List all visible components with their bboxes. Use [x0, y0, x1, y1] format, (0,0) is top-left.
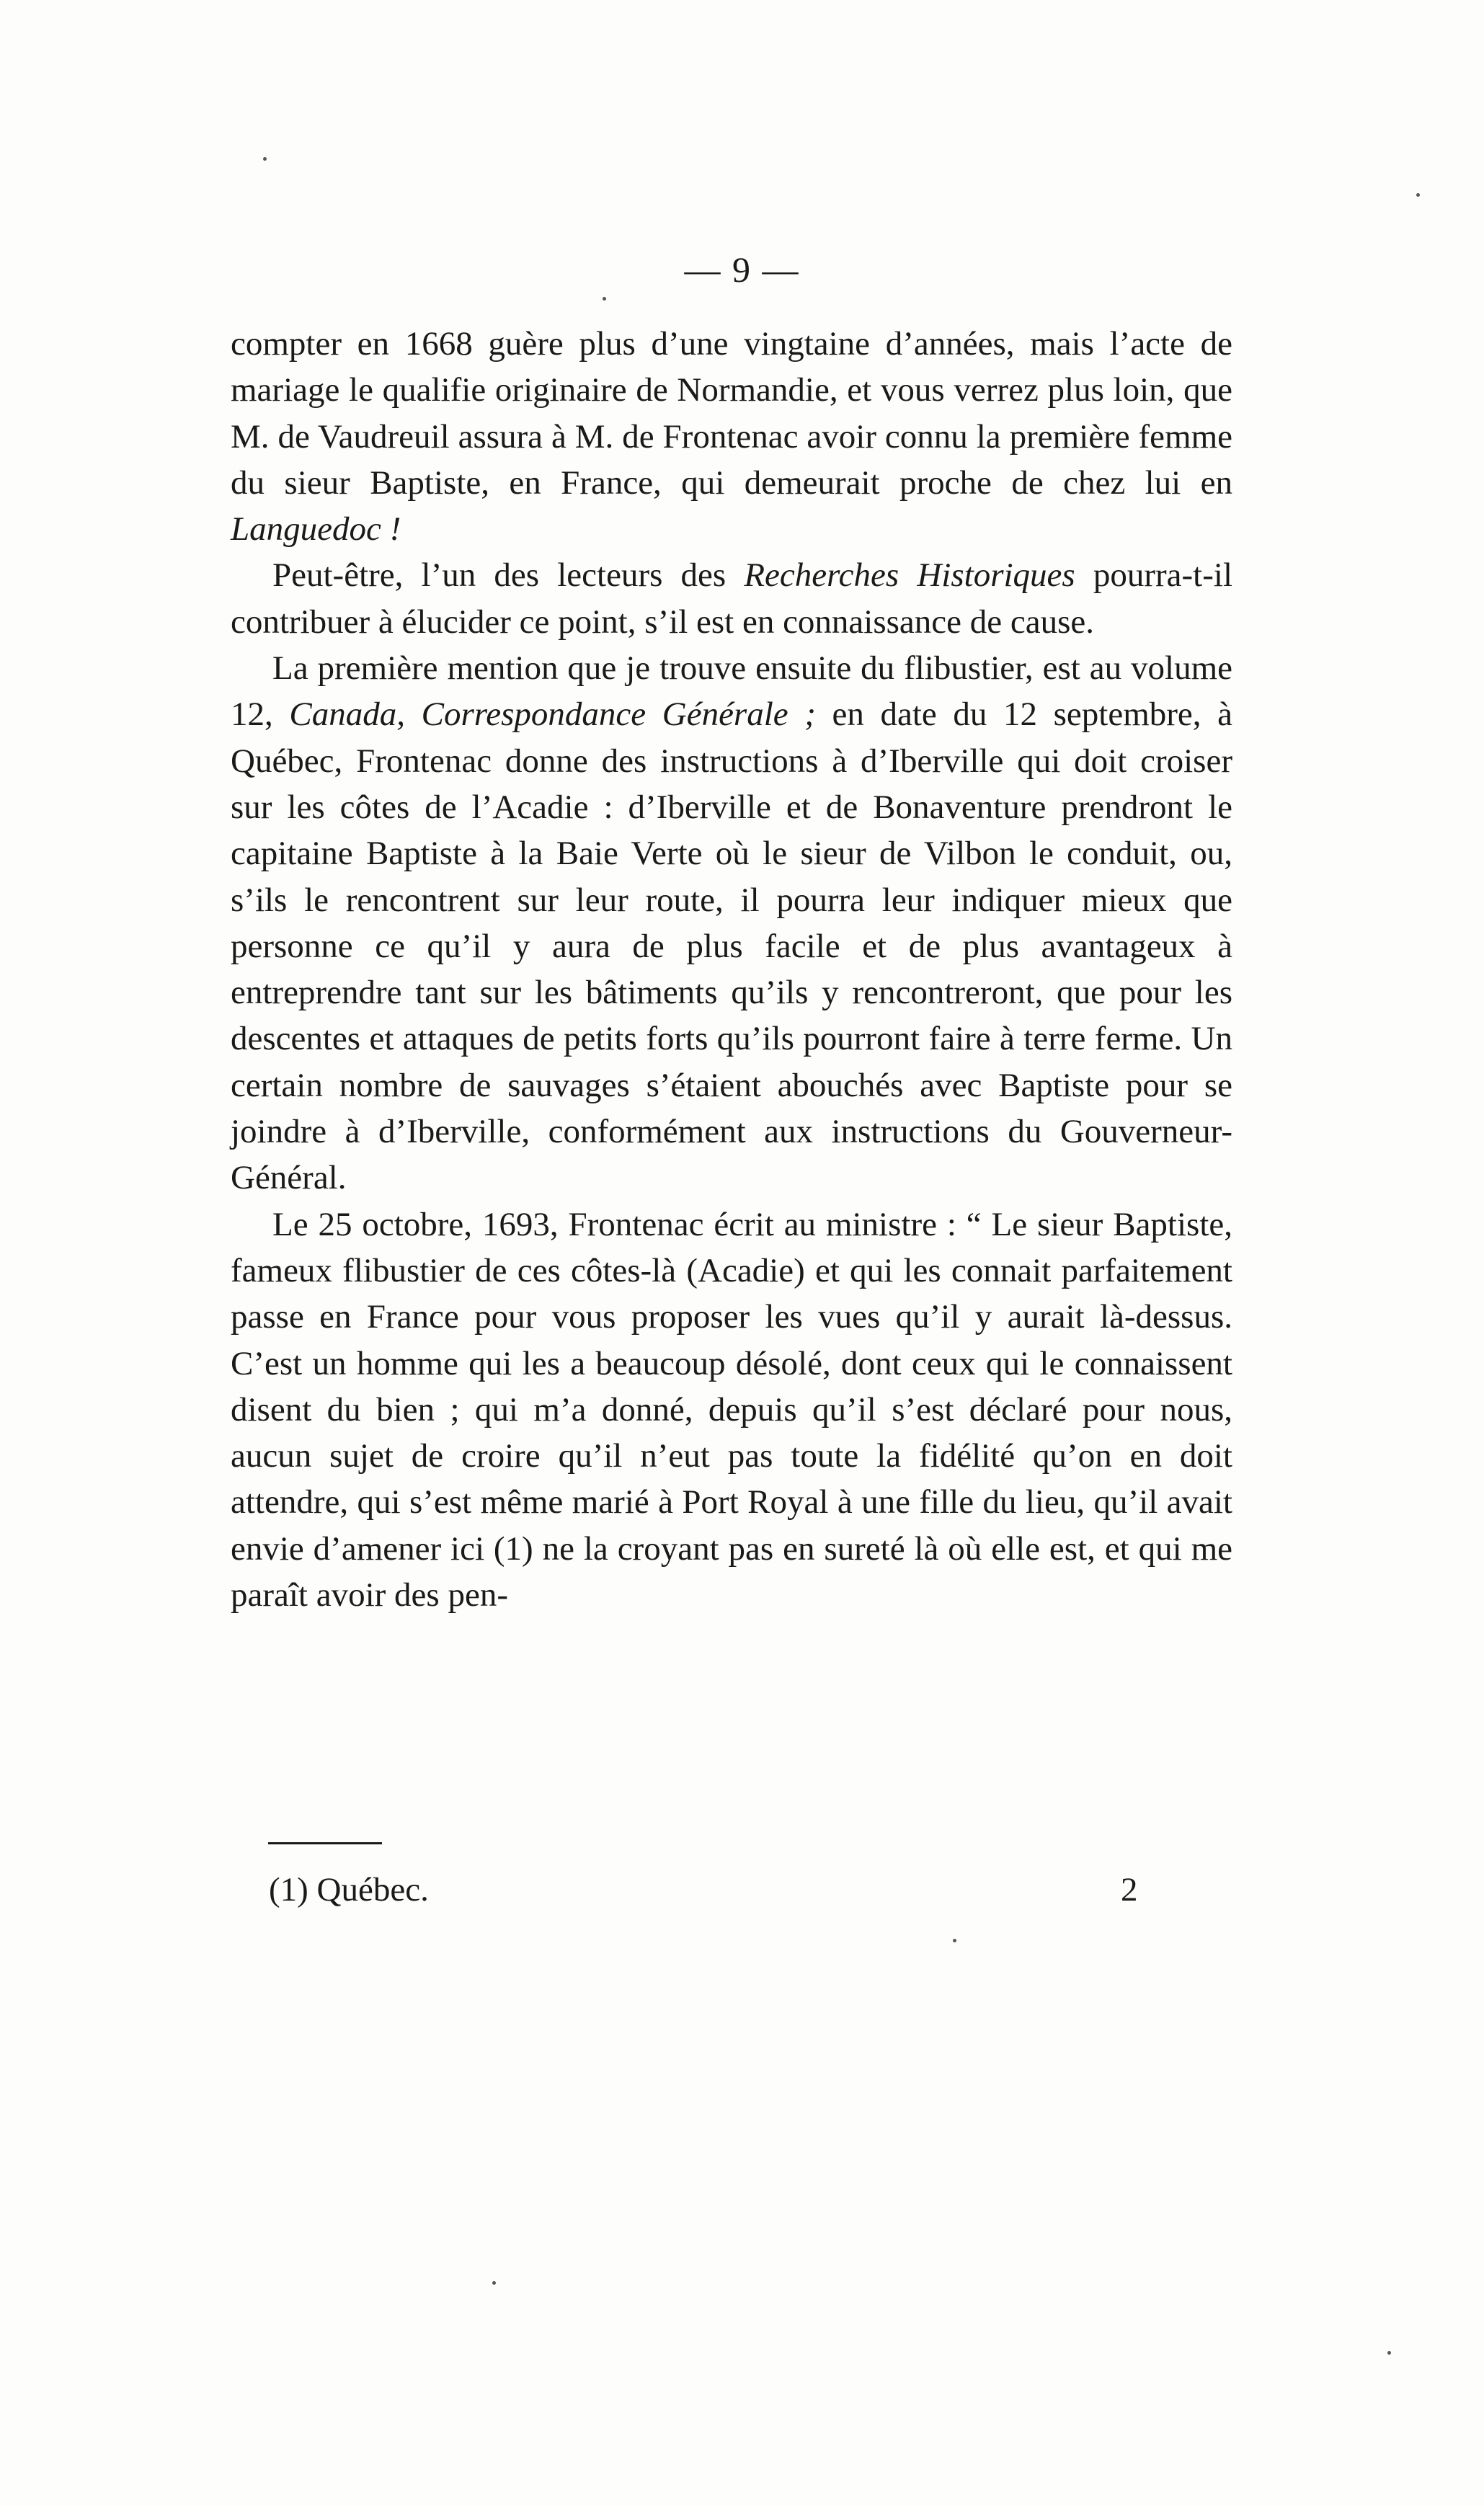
body-text: [231, 321, 1232, 1618]
signature-mark: 2: [1121, 1871, 1138, 1909]
text-segment-italic: Languedoc !: [231, 510, 401, 548]
paragraph: [231, 645, 1232, 1201]
text-segment-italic: Canada, Correspondance Générale ;: [289, 696, 816, 734]
scan-speck: [603, 297, 606, 301]
text-segment: compter en 1668 guère plus d’une vingtaine d’années, mais l’acte de mariage le qualifie originaire de Normandie, et vous verrez plus loin, que M. de Vaudreuil assura à M. de Frontenac avoir connu la première femme du sieur Baptiste, en France, qui demeurait proche de chez lui en: [231, 325, 1232, 502]
scan-speck: [1387, 2351, 1391, 2355]
scan-speck: [1416, 193, 1420, 197]
footnote: (1) Québec.: [269, 1871, 429, 1909]
text-segment-italic: Recherches Historiques: [744, 556, 1075, 595]
text-segment: en date du 12 septembre, à Québec, Frontenac donne des instructions à d’Iberville qui doit croiser sur les côtes de l’Acadie : d’Iberville et de Bonaventure prendront le capitaine Baptiste à la Baie Verte où le sieur de Vilbon le conduit, ou, s’ils le rencontrent sur leur route, il pourra leur indiquer mieux que personne ce qu’il y aura de plus facile et de plus avantageux à entreprendre tant sur les bâtiments qu’ils y rencontreront, que pour les descentes et attaques de petits forts qu’ils pourront faire à terre ferme. Un certain nombre de sauvages s’étaient abouchés avec Baptiste pour se joindre à d’Iberville, conformément aux instructions du Gouverneur-Général.: [231, 696, 1232, 1197]
text-segment: pourra-t-il contribuer à élucider ce point, s’il est en connaissance de cause.: [231, 556, 1233, 641]
text-segment: Le 25 octobre, 1693, Frontenac écrit au ministre : “ Le sieur Baptiste, fameux flibustier de ces côtes-là (Acadie) et qui les connait parfaitement passe en France pour vous proposer les vues qu’il y aurait là-dessus. C’est un homme qui les a beaucoup désolé, dont ceux qui le connaissent disent du bien ; qui m’a donné, depuis qu’il s’est déclaré pour nous, aucun sujet de croire qu’il n’eut pas toute la fidélité qu’on en doit attendre, qui s’est même marié à Port Royal à une fille du lieu, qu’il avait envie d’amener ici (1) ne la croyant pas en sureté là où elle est, et qui me paraît avoir des pen-: [231, 1205, 1232, 1614]
paragraph: [231, 321, 1232, 552]
text-segment: La première mention que je trouve ensuite du flibustier, est au volume 12,: [231, 649, 1232, 734]
page-number: — 9 —: [684, 249, 800, 290]
paragraph: [231, 1201, 1232, 1619]
scan-speck: [263, 157, 267, 161]
text-segment: Peut-être, l’un des lecteurs des: [272, 556, 745, 595]
scan-speck: [492, 2281, 496, 2285]
footnote-rule: [268, 1842, 382, 1844]
scan-speck: [953, 1939, 956, 1942]
paragraph: [231, 552, 1232, 645]
